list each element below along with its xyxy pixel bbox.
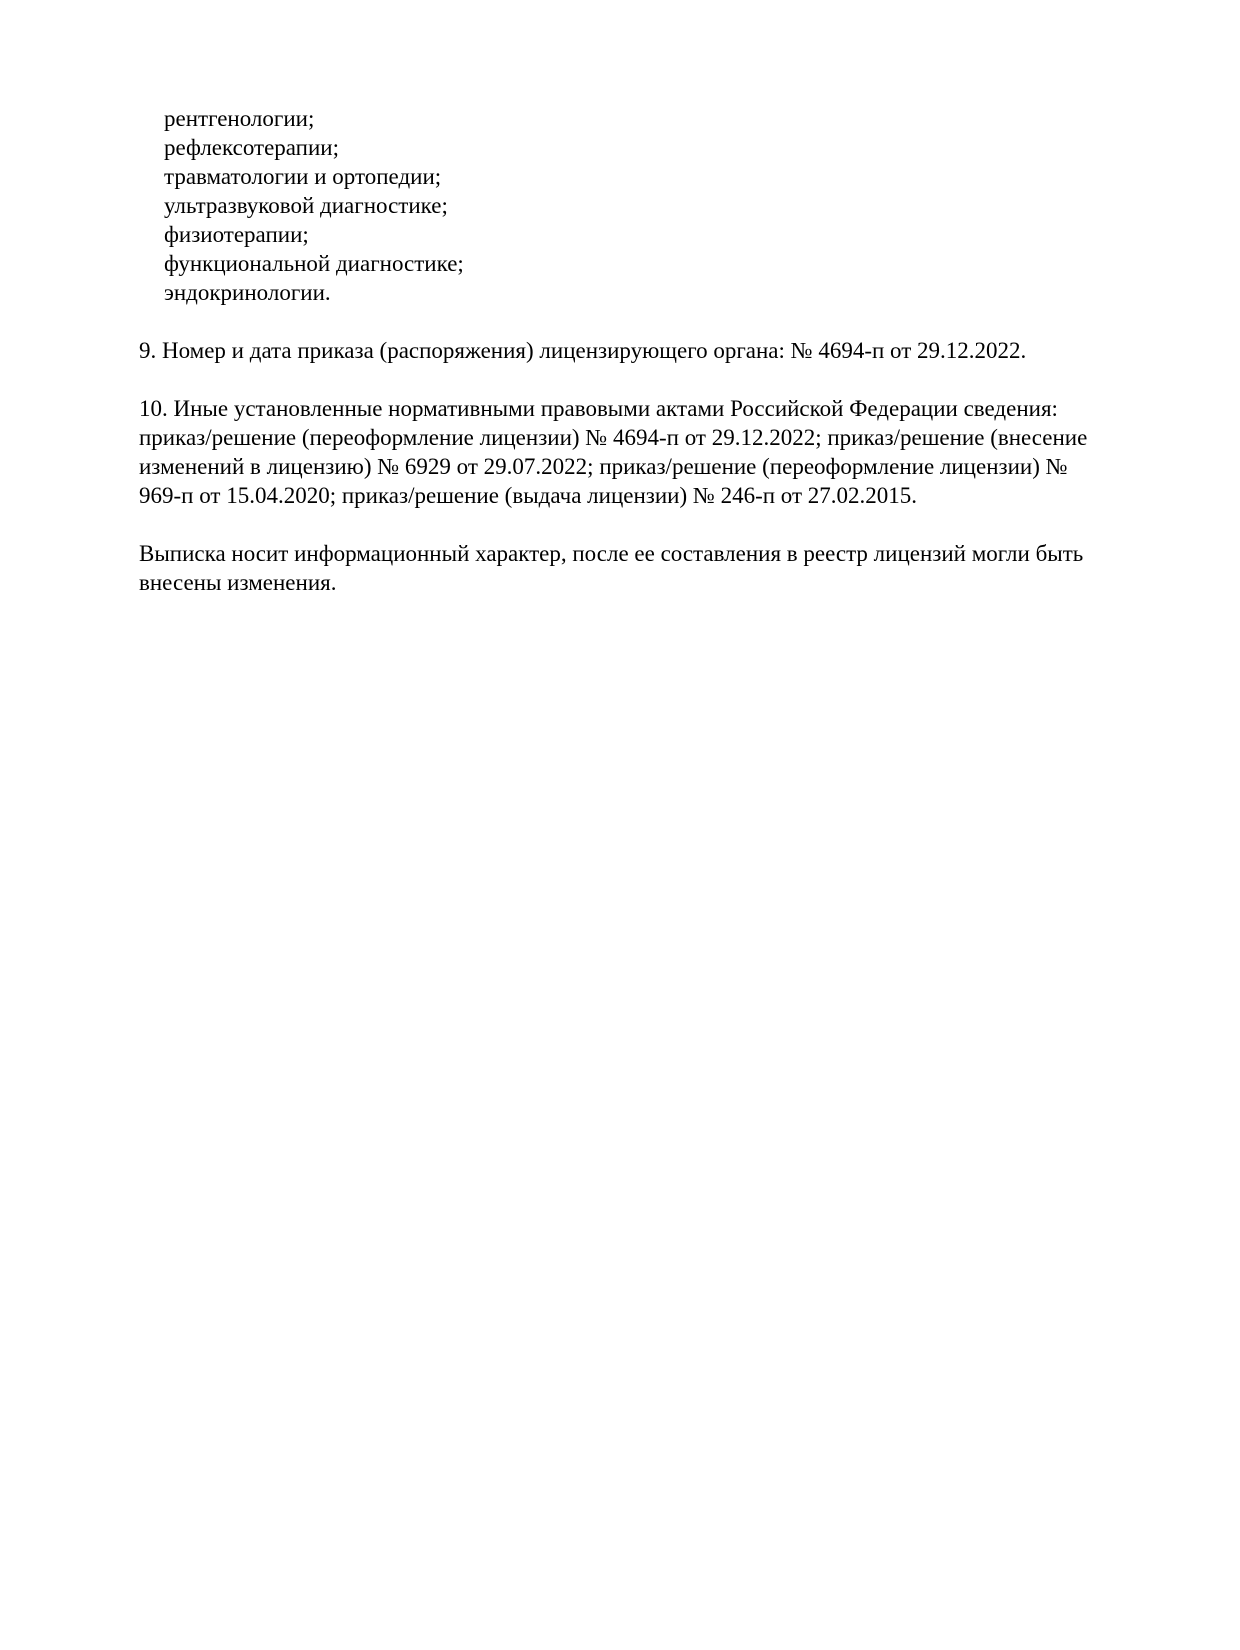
list-item: эндокринологии.	[164, 280, 331, 305]
paragraph-line: внесены изменения.	[139, 570, 337, 595]
paragraph-line: 969-п от 15.04.2020; приказ/решение (выдача лицензии) № 246-п от 27.02.2015.	[139, 483, 918, 508]
list-item: функциональной диагностике;	[164, 251, 464, 276]
list-item: рентгенологии;	[164, 106, 315, 131]
list-item: ультразвуковой диагностике;	[164, 193, 448, 218]
paragraph-line: Выписка носит информационный характер, после ее составления в реестр лицензий могли быть	[139, 541, 1084, 566]
paragraph-line: 9. Номер и дата приказа (распоряжения) лицензирующего органа: № 4694-п от 29.12.2022.	[139, 338, 1027, 363]
specialties-list	[164, 104, 1128, 307]
paragraph-line: 10. Иные установленные нормативными правовыми актами Российской Федерации сведения:	[139, 396, 1058, 421]
paragraph-line: приказ/решение (переоформление лицензии) № 4694-п от 29.12.2022; приказ/решение (внесение	[139, 425, 1088, 450]
list-item: физиотерапии;	[164, 222, 309, 247]
list-item: травматологии и ортопедии;	[164, 164, 442, 189]
list-item: рефлексотерапии;	[164, 135, 339, 160]
paragraph-line: изменений в лицензию) № 6929 от 29.07.2022; приказ/решение (переоформление лицензии) №	[139, 454, 1068, 479]
closing-note	[139, 539, 1128, 597]
paragraph-other-info	[139, 394, 1128, 510]
paragraph-order-number	[139, 336, 1128, 365]
